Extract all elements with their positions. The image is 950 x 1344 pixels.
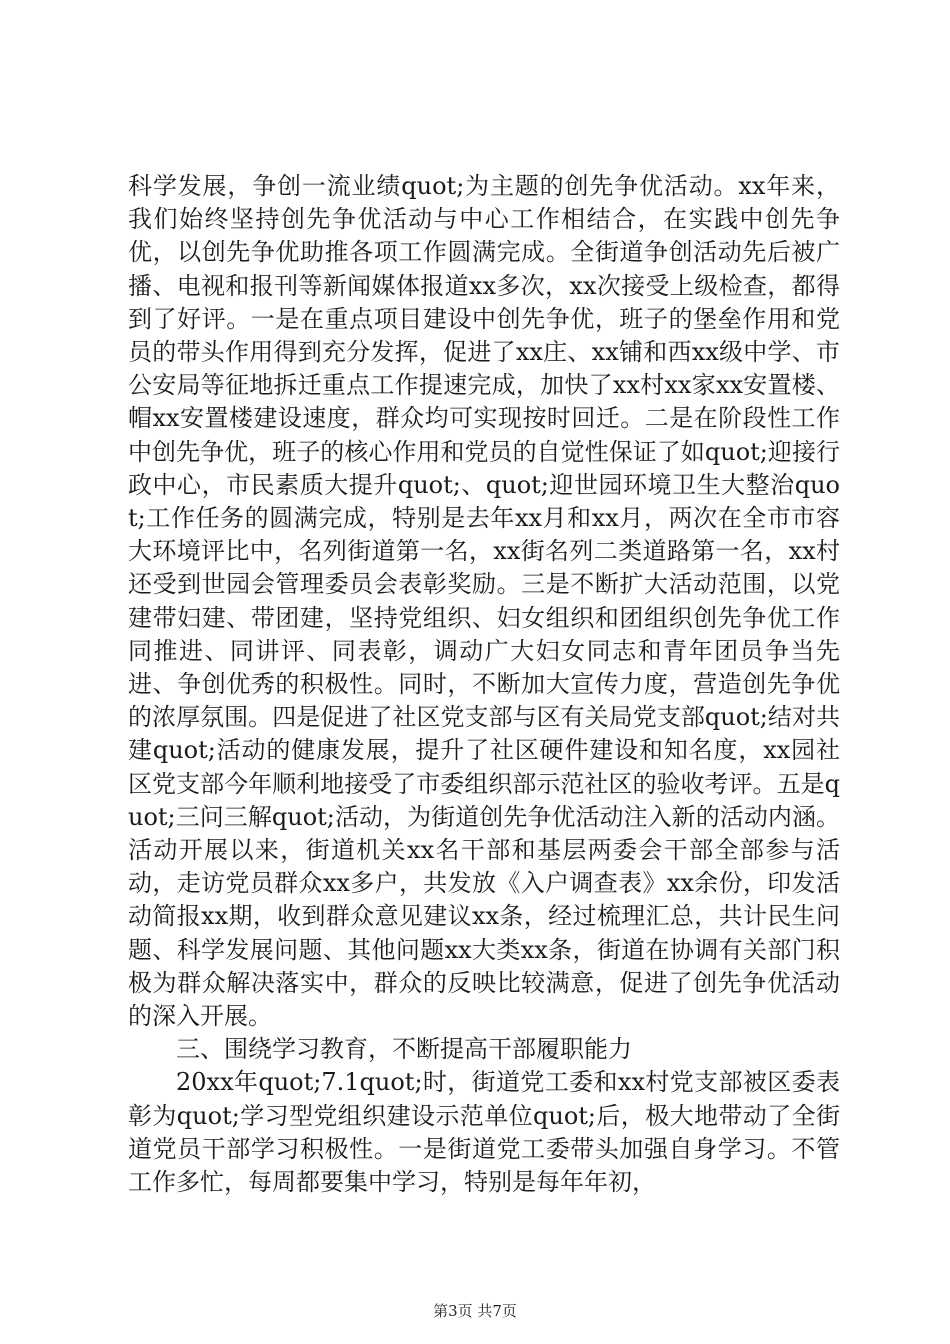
document-body bbox=[128, 170, 840, 1199]
paragraph-activities: 科学发展，争创一流业绩quot;为主题的创先争优活动。xx年来，我们始终坚持创先争优活动与中心工作相结合，在实践中创先争优，以创先争优助推各项工作圆满完成。全街道争创活动先后被广播、电视和报刊等新闻媒体报道xx多次，xx次接受上级检查，都得到了好评。一是在重点项目建设中创先争优，班子的堡垒作用和党员的带头作用得到充分发挥，促进了xx庄、xx铺和西xx级中学、市公安局等征地拆迁重点工作提速完成，加快了xx村xx家xx安置楼、帽xx安置楼建设速度，群众均可实现按时回迁。二是在阶段性工作中创先争优，班子的核心作用和党员的自觉性保证了如quot;迎接行政中心，市民素质大提升quot;、quot;迎世园环境卫生大整治quot;工作任务的圆满完成，特别是去年xx月和xx月，两次在全市市容大环境评比中，名列街道第一名，xx街名列二类道路第一名，xx村还受到世园会管理委员会表彰奖励。三是不断扩大活动范围，以党建带妇建、带团建，坚持党组织、妇女组织和团组织创先争优工作同推进、同讲评、同表彰，调动广大妇女同志和青年团员争当先进、争创优秀的积极性。同时，不断加大宣传力度，营造创先争优的浓厚氛围。四是促进了社区党支部与区有关局党支部quot;结对共建quot;活动的健康发展，提升了社区硬件建设和知名度，xx园社区党支部今年顺利地接受了市委组织部示范社区的验收考评。五是quot;三问三解quot;活动，为街道创先争优活动注入新的活动内涵。活动开展以来，街道机关xx名干部和基层两委会干部全部参与活动，走访党员群众xx多户，共发放《入户调查表》xx余份，印发活动简报xx期，收到群众意见建议xx条，经过梳理汇总，共计民生问题、科学发展问题、其他问题xx大类xx条，街道在协调有关部门积极为群众解决落实中，群众的反映比较满意，促进了创先争优活动的深入开展。 bbox=[128, 172, 840, 1031]
paragraph-study: 20xx年quot;7.1quot;时，街道党工委和xx村党支部被区委表彰为quot;学习型党组织建设示范单位quot;后，极大地带动了全街道党员干部学习积极性。一是街道党工委带头加强自身学习。不管工作多忙，每周都要集中学习，特别是每年年初， bbox=[128, 1068, 840, 1197]
page-footer: 第3页 共7页 bbox=[433, 1302, 517, 1320]
section-heading: 三、围绕学习教育，不断提高干部履职能力 bbox=[176, 1035, 632, 1064]
